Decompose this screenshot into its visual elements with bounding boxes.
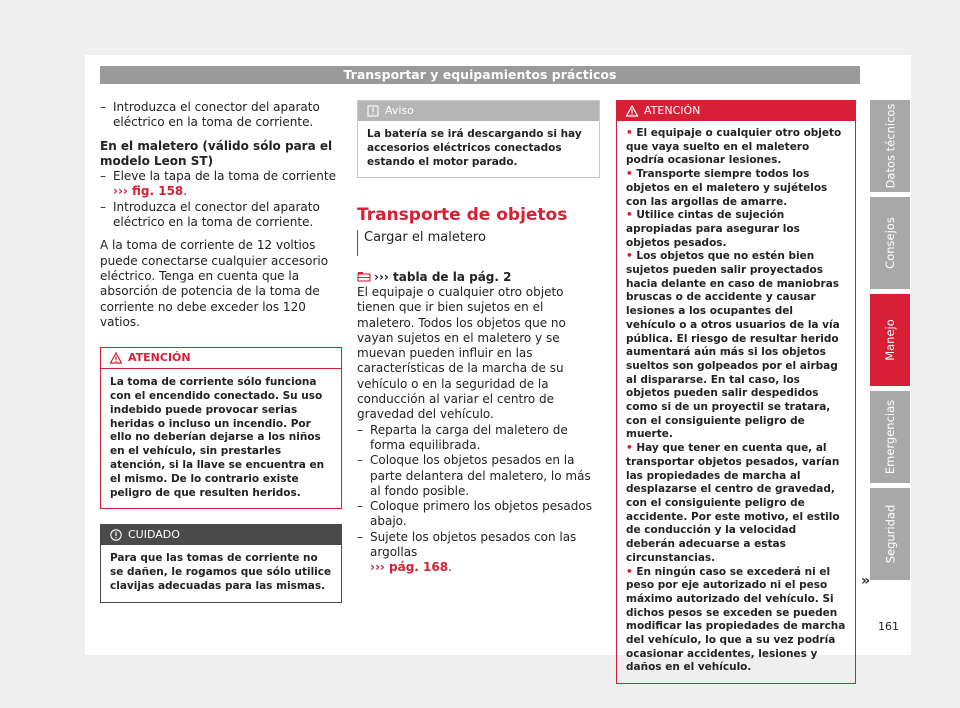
- cuidado-title: CUIDADO: [128, 528, 180, 542]
- subtitle-block: [357, 230, 600, 256]
- bullet-item: [626, 250, 846, 442]
- atencion-title: ATENCIÓN: [644, 104, 701, 117]
- bullet-text: Los objetos que no estén bien sujetos pueden salir proyectados hacia delante en caso de maniobras bruscas o de accidente y causar lesiones a los ocupantes del vehículo o a otros usuarios de la vía pública. El riesgo de resultar herido aumentará aún más si los objetos sueltos son golpeados por el airbag al dispararse. En tal caso, los objetos pueden salir despedidos como si de un proyectil se tratara, con el consiguiente peligro de muerte.: [626, 250, 840, 441]
- chapter-header: Transportar y equipamientos prácticos: [100, 66, 860, 84]
- paragraph: El equipaje o cualquier otro objeto tienen que ir bien sujetos en el maletero. Todos los objetos que no vayan sujetos en el maletero y se muevan pueden influir en las características de la marcha de su vehículo o en la seguridad de la conducción al variar el centro de gravedad del vehículo.: [357, 284, 566, 422]
- aviso-box: [357, 100, 600, 178]
- tab-seguridad[interactable]: [870, 488, 910, 580]
- list-item: [100, 100, 342, 131]
- tab-emergencias[interactable]: [870, 391, 910, 483]
- note-icon: [367, 105, 379, 117]
- bullet-marker: •: [626, 209, 633, 222]
- tab-label: Datos técnicos: [883, 103, 897, 189]
- table-icon: [357, 271, 371, 282]
- list-item-text: Introduzca el conector del aparato eléctrico en la toma de corriente.: [113, 100, 320, 130]
- bullet-item: [626, 442, 846, 565]
- bullet-item: [626, 127, 846, 168]
- atencion-body: [617, 121, 855, 683]
- bullet-text: Transporte siempre todos los objetos en el maletero y sujételos con las argollas de amarre.: [626, 168, 828, 208]
- atencion-header: [617, 101, 855, 121]
- bullet-text: El equipaje o cualquier otro objeto que vaya suelto en el maletero podría ocasionar lesiones.: [626, 127, 842, 167]
- figure-link[interactable]: ››› fig. 158: [113, 184, 184, 199]
- tab-manejo[interactable]: [870, 294, 910, 386]
- list-item-text: Eleve la tapa de la toma de corriente: [113, 169, 336, 184]
- tab-consejos[interactable]: [870, 197, 910, 289]
- list-item-text: Coloque los objetos pesados en la parte delantera del maletero, lo más al fondo posible.: [370, 453, 591, 498]
- dash-marker: –: [357, 453, 363, 468]
- dash-marker: –: [100, 199, 106, 214]
- bullet-text: Hay que tener en cuenta que, al transportar objetos pesados, varían las propiedades de marcha al desplazarse el centro de gravedad, con el consiguiente peligro de accidente. Por este motivo, el estilo de conducción y la velocidad deberán adecuarse a estas circunstancias.: [626, 442, 840, 564]
- list-item: [357, 499, 600, 530]
- bullet-marker: •: [626, 250, 633, 263]
- dash-marker: –: [357, 422, 363, 437]
- atencion-title: ATENCIÓN: [128, 351, 191, 365]
- dash-marker: –: [357, 529, 363, 544]
- subheading: En el maletero (válido sólo para el modelo Leon ST): [100, 138, 333, 168]
- paragraph: A la toma de corriente de 12 voltios puede conectarse cualquier accesorio eléctrico. Tenga en cuenta que la absorción de potencia de la toma de corriente no debe exceder los 120 vatios.: [100, 238, 329, 329]
- tab-label: Seguridad: [883, 504, 898, 564]
- period: .: [448, 560, 452, 575]
- tab-label: Manejo: [883, 319, 898, 361]
- cuidado-header: [101, 525, 341, 545]
- info-circle-icon: [110, 529, 122, 541]
- bullet-marker: •: [626, 442, 633, 455]
- bullet-item: [626, 566, 846, 676]
- section-subtitle: Cargar el maletero: [364, 229, 486, 245]
- list-item: [100, 200, 342, 231]
- section: [357, 205, 600, 255]
- bullet-marker: •: [626, 127, 633, 139]
- atencion-box: [100, 347, 342, 509]
- bullet-text: Utilice cintas de sujeción apropiadas para asegurar los objetos pesados.: [626, 209, 800, 249]
- tab-label: Consejos: [883, 217, 897, 269]
- list-item-text: Sujete los objetos pesados con las argollas: [370, 529, 577, 560]
- dash-marker: –: [100, 169, 106, 184]
- aviso-header: [358, 101, 599, 121]
- bullet-item: [626, 209, 846, 250]
- list-item: [100, 169, 342, 200]
- atencion-box-large: [616, 100, 856, 684]
- period: .: [183, 184, 188, 199]
- list-item-text: Coloque primero los objetos pesados abajo.: [370, 499, 592, 529]
- list-item-text: Reparta la carga del maletero de forma equilibrada.: [370, 422, 568, 452]
- cuidado-text: Para que las tomas de corriente no se dañen, le rogamos que sólo utilice clavijas adecuadas para las mismas.: [110, 552, 332, 592]
- bullet-item: [626, 168, 846, 209]
- table-link[interactable]: ››› tabla de la pág. 2: [374, 269, 512, 284]
- atencion-header: [101, 348, 341, 368]
- tab-datos-tecnicos[interactable]: [870, 100, 910, 192]
- dash-marker: –: [100, 100, 106, 114]
- bullet-text: En ningún caso se excederá ni el peso por eje autorizado ni el peso máximo autorizado del vehículo. Si dichos pesos se exceden se pueden modificar las propiedades de marcha del vehículo, lo que a su vez podría ocasionar accidentes, lesiones y daños en el vehículo.: [626, 565, 846, 674]
- aviso-text: La batería se irá descargando si hay accesorios eléctricos conectados estando el motor parado.: [367, 128, 582, 168]
- aviso-title: Aviso: [385, 104, 414, 117]
- atencion-text: La toma de corriente sólo funciona con el encendido conectado. Su uso indebido puede provocar serias heridas o incluso un incendio. Por ello no deberían dejarse a los niños en el vehículo, sin prestarles atención, si la llave se encuentra en el mismo. De lo contrario existe peligro de que resulten heridos.: [101, 368, 341, 508]
- tab-label: Emergencias: [883, 399, 898, 475]
- list-item-text: Introduzca el conector del aparato eléctrico en la toma de corriente.: [113, 199, 320, 230]
- dash-marker: –: [357, 499, 363, 514]
- table-reference: [357, 270, 600, 285]
- page-number: 161: [878, 620, 899, 633]
- bullet-marker: •: [626, 565, 633, 578]
- list-item: [357, 530, 600, 576]
- column-3: [616, 100, 856, 684]
- bullet-marker: •: [626, 168, 633, 181]
- warning-triangle-icon: [626, 105, 638, 117]
- page-link[interactable]: ››› pág. 168: [370, 560, 449, 575]
- warning-triangle-icon: [110, 352, 122, 364]
- continue-marker: »: [861, 573, 871, 589]
- column-1: [100, 100, 342, 603]
- section-title: Transporte de objetos: [357, 205, 568, 226]
- cuidado-box: [100, 524, 342, 602]
- list-item: [357, 453, 600, 499]
- column-2: [357, 100, 600, 576]
- list-item: [357, 423, 600, 454]
